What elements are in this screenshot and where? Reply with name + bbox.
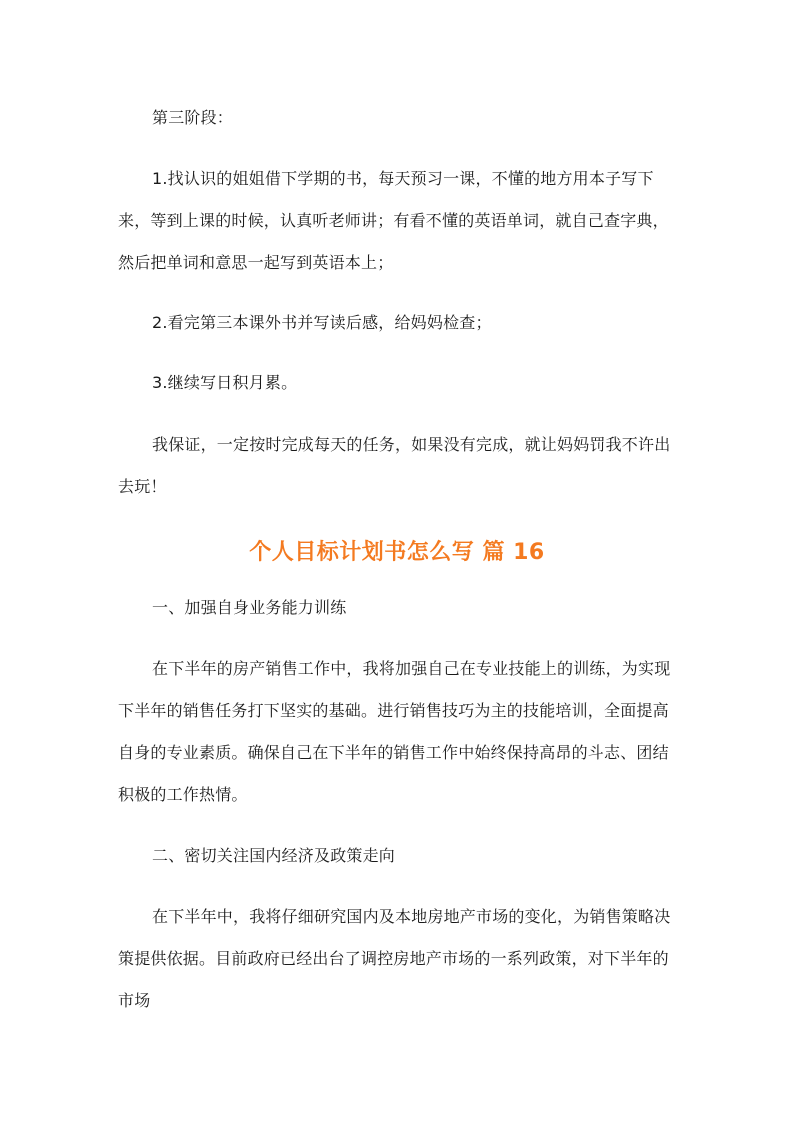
plan-item-3: 3.继续写日积月累。 bbox=[152, 373, 298, 392]
plan-item-1: 1.找认识的姐姐借下学期的书，每天预习一课，不懂的地方用本子写下来，等到上课的时候，认真听老师讲；有看不懂的英语单词，就自己查字典，然后把单词和意思一起写到英语本上； bbox=[118, 169, 669, 272]
section-heading: 个人目标计划书怎么写 篇 16 bbox=[249, 540, 545, 565]
point-1-title: 一、加强自身业务能力训练 bbox=[152, 598, 347, 617]
stage-title: 第三阶段： bbox=[152, 108, 234, 127]
point-2-body: 在下半年中，我将仔细研究国内及本地房地产市场的变化，为销售策略决策提供依据。目前政府已经出台了调控房地产市场的一系列政策，对下半年的市场 bbox=[118, 907, 671, 1010]
plan-item-2: 2.看完第三本课外书并写读后感，给妈妈检查； bbox=[152, 313, 492, 332]
promise-paragraph: 我保证，一定按时完成每天的任务，如果没有完成，就让妈妈罚我不许出去玩！ bbox=[118, 435, 671, 496]
point-2-title: 二、密切关注国内经济及政策走向 bbox=[152, 846, 396, 865]
point-1-body: 在下半年的房产销售工作中，我将加强自己在专业技能上的训练，为实现下半年的销售任务打下坚实的基础。进行销售技巧为主的技能培训，全面提高自身的专业素质。确保自己在下半年的销售工作中始终保持高昂的斗志、团结积极的工作热情。 bbox=[118, 659, 671, 804]
